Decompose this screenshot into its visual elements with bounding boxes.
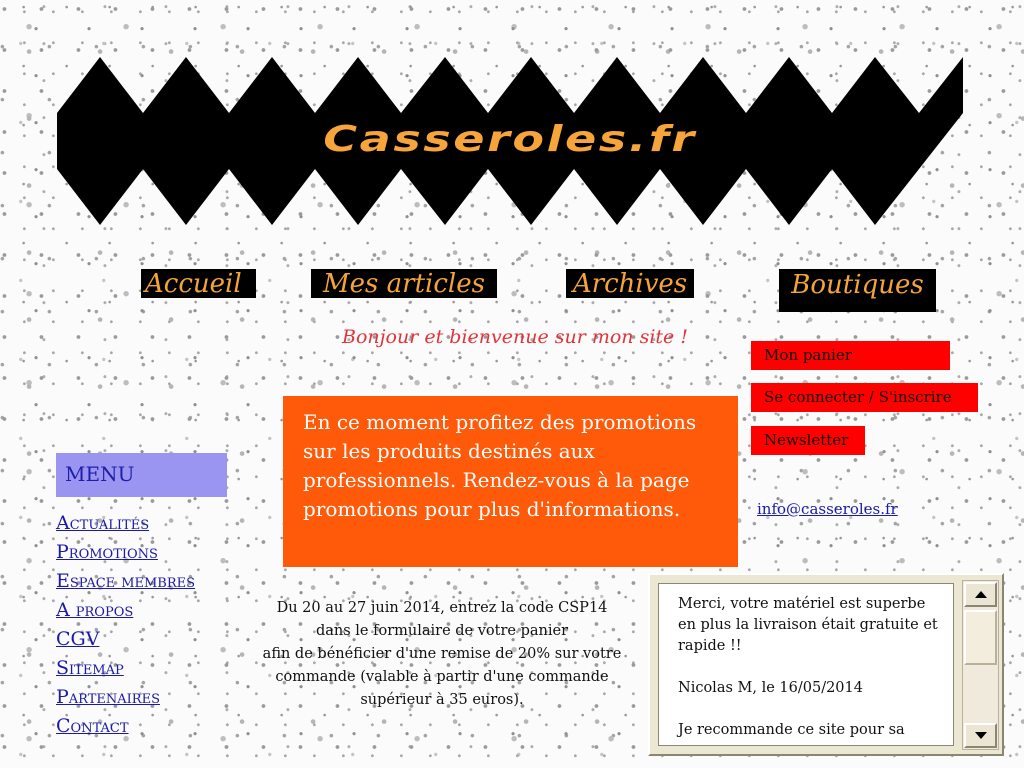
nav-boutiques[interactable]: Boutiques: [779, 269, 936, 312]
promo-code-line: supérieur à 35 euros).: [360, 692, 524, 708]
contact-email-link[interactable]: info@casseroles.fr: [757, 500, 898, 518]
promo-code-line: commande (valable à partir d'une commande: [275, 669, 609, 685]
promo-text: En ce moment profitez des promotions sur les produits destinés aux professionnels. Rendez-vous à la page promotions pour plus d'informations.: [303, 410, 697, 521]
site-title: Casseroles.fr: [323, 119, 697, 160]
testimonials-scrollbar[interactable]: [962, 580, 999, 750]
menu-item-a-propos[interactable]: A propos: [56, 599, 134, 621]
scroll-up-button[interactable]: [964, 582, 997, 607]
menu-item-espace-membres[interactable]: Espace membres: [56, 570, 196, 592]
login-register-button[interactable]: Se connecter / S'inscrire: [751, 383, 978, 412]
cart-button[interactable]: Mon panier: [751, 341, 950, 370]
menu-item-cgv[interactable]: CGV: [56, 628, 100, 650]
menu-item-partenaires[interactable]: Partenaires: [56, 686, 160, 708]
side-menu: [56, 510, 195, 742]
testimonial-text: Merci, votre matériel est superbe en plus la livraison était gratuite et rapide !!: [678, 596, 938, 654]
scrollbar-thumb[interactable]: [964, 610, 997, 665]
testimonials-box: [648, 573, 1004, 756]
menu-title: MENU: [56, 453, 227, 497]
promo-code-line: afin de bénéficier d'une remise de 20% sur votre: [262, 646, 622, 662]
menu-item-contact[interactable]: Contact: [56, 715, 129, 737]
site-banner: [57, 57, 963, 225]
newsletter-button[interactable]: Newsletter: [751, 426, 865, 455]
testimonial-author: Nicolas M, le 16/05/2014: [678, 680, 863, 696]
testimonial-text: Je recommande ce site pour sa: [678, 722, 905, 738]
promo-box: [283, 396, 738, 567]
triangle-up-icon: [975, 591, 987, 598]
menu-item-promotions[interactable]: Promotions: [56, 541, 158, 563]
testimonials-textarea[interactable]: [658, 583, 954, 746]
promo-code-text: [238, 597, 646, 712]
nav-accueil[interactable]: Accueil: [141, 269, 256, 298]
promo-code-line: Du 20 au 27 juin 2014, entrez la code CSP14: [276, 600, 608, 616]
nav-archives[interactable]: Archives: [566, 269, 694, 298]
menu-item-sitemap[interactable]: Sitemap: [56, 657, 124, 679]
nav-mes-articles[interactable]: Mes articles: [311, 269, 497, 298]
menu-item-actualites[interactable]: Actualités: [56, 512, 150, 534]
scroll-down-button[interactable]: [964, 723, 997, 748]
welcome-message: Bonjour et bienvenue sur mon site !: [342, 326, 688, 348]
triangle-down-icon: [975, 732, 987, 739]
promo-code-line: dans le formulaire de votre panier: [315, 623, 569, 639]
